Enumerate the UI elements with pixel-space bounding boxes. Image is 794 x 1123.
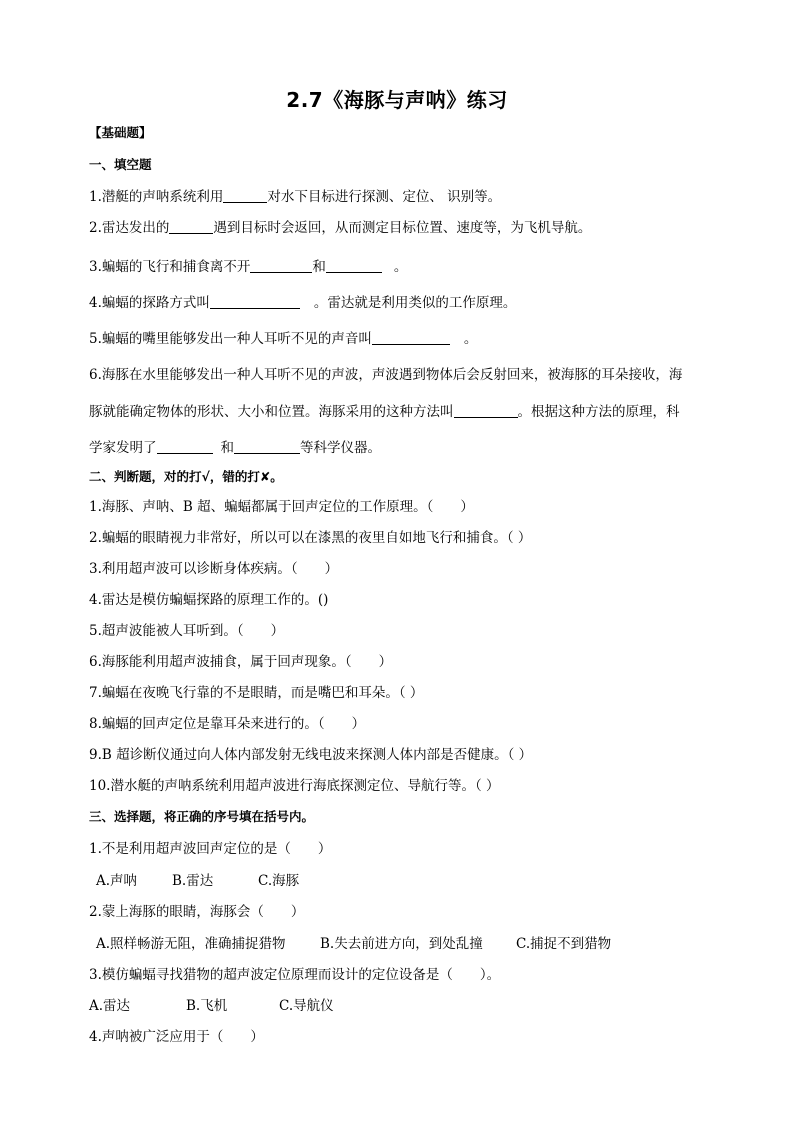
section-fill-blank-heading: 一、填空题 (89, 157, 152, 172)
fill-question-6-line-3: 学家发明了 和 等科学仪器。 (89, 440, 381, 456)
true-false-item: 8.蝙蝠的回声定位是靠耳朵来进行的。（ ） (89, 716, 366, 732)
choice-option-b[interactable]: B.雷达 (172, 873, 214, 889)
choice-question-3: 3.模仿蝙蝠寻找猎物的超声波定位原理而设计的定位设备是（ ）。 (89, 967, 501, 983)
true-false-item: 10.潜水艇的声呐系统利用超声波进行海底探测定位、导航行等。（ ） (89, 778, 500, 794)
choice-option-b[interactable]: B.失去前进方向，到处乱撞 (320, 936, 483, 952)
answer-blank[interactable] (223, 188, 267, 203)
choice-question-1: 1.不是利用超声波回声定位的是（ ） (89, 841, 332, 857)
true-false-item: 2.蝙蝠的眼睛视力非常好，所以可以在漆黑的夜里自如地飞行和捕食。（ ） (89, 530, 532, 546)
true-false-item: 6.海豚能利用超声波捕食，属于回声现象。（ ） (89, 654, 393, 670)
category-label: 【基础题】 (89, 125, 152, 140)
choice-option-c[interactable]: C.捕捉不到猎物 (516, 936, 612, 952)
answer-blank[interactable] (454, 403, 518, 418)
answer-blank[interactable] (234, 439, 300, 454)
fill-question-6-line-1: 6.海豚在水里能够发出一种人耳听不见的声波，声波遇到物体后会反射回来，被海豚的耳朵接收，海 (89, 367, 683, 383)
answer-blank[interactable] (157, 439, 213, 454)
fill-question-5: 5.蝙蝠的嘴里能够发出一种人耳听不见的声音叫 。 (89, 331, 478, 347)
section-multiple-choice-heading: 三、选择题，将正确的序号填在括号内。 (89, 809, 315, 824)
choice-option-b[interactable]: B.飞机 (186, 998, 228, 1014)
answer-blank[interactable] (372, 330, 450, 345)
fill-question-1: 1.潜艇的声呐系统利用 对水下目标进行探测、定位、 识别等。 (89, 189, 502, 205)
true-false-item: 4.雷达是模仿蝙蝠探路的原理工作的。() (89, 592, 329, 608)
true-false-item: 1.海豚、声呐、B 超、蝙蝠都属于回声定位的工作原理。（ ） (89, 499, 474, 515)
choice-question-2: 2.蒙上海豚的眼睛，海豚会（ ） (89, 904, 305, 920)
choice-option-a[interactable]: A.雷达 (89, 998, 131, 1014)
choice-question-4: 4.声呐被广泛应用于（ ） (89, 1029, 264, 1045)
true-false-item: 5.超声波能被人耳听到。（ ） (89, 623, 285, 639)
fill-question-4: 4.蝙蝠的探路方式叫 。雷达就是利用类似的工作原理。 (89, 295, 517, 311)
true-false-item: 7.蝙蝠在夜晚飞行靠的不是眼睛，而是嘴巴和耳朵。（ ） (89, 685, 424, 701)
choice-option-c[interactable]: C.海豚 (258, 873, 300, 889)
answer-blank[interactable] (210, 294, 300, 309)
answer-blank[interactable] (250, 258, 312, 273)
fill-question-2: 2.雷达发出的 遇到目标时会返回，从而测定目标位置、速度等，为飞机导航。 (89, 220, 592, 236)
true-false-item: 3.利用超声波可以诊断身体疾病。（ ） (89, 561, 339, 577)
choice-option-c[interactable]: C.导航仪 (279, 998, 334, 1014)
section-true-false-heading: 二、判断题，对的打√，错的打✘。 (89, 469, 283, 484)
choice-option-a[interactable]: A.照样畅游无阻，准确捕捉猎物 (96, 936, 286, 952)
answer-blank[interactable] (326, 258, 382, 273)
page-title: 2.7《海豚与声呐》练习 (286, 88, 508, 112)
true-false-item: 9.B 超诊断仪通过向人体内部发射无线电波来探测人体内部是否健康。（ ） (89, 747, 533, 763)
choice-option-a[interactable]: A.声呐 (96, 873, 138, 889)
fill-question-3: 3.蝙蝠的飞行和捕食离不开 和 。 (89, 259, 408, 275)
answer-blank[interactable] (169, 219, 213, 234)
fill-question-6-line-2: 豚就能确定物体的形状、大小和位置。海豚采用的这种方法叫 。根据这种方法的原理，科 (89, 404, 680, 420)
